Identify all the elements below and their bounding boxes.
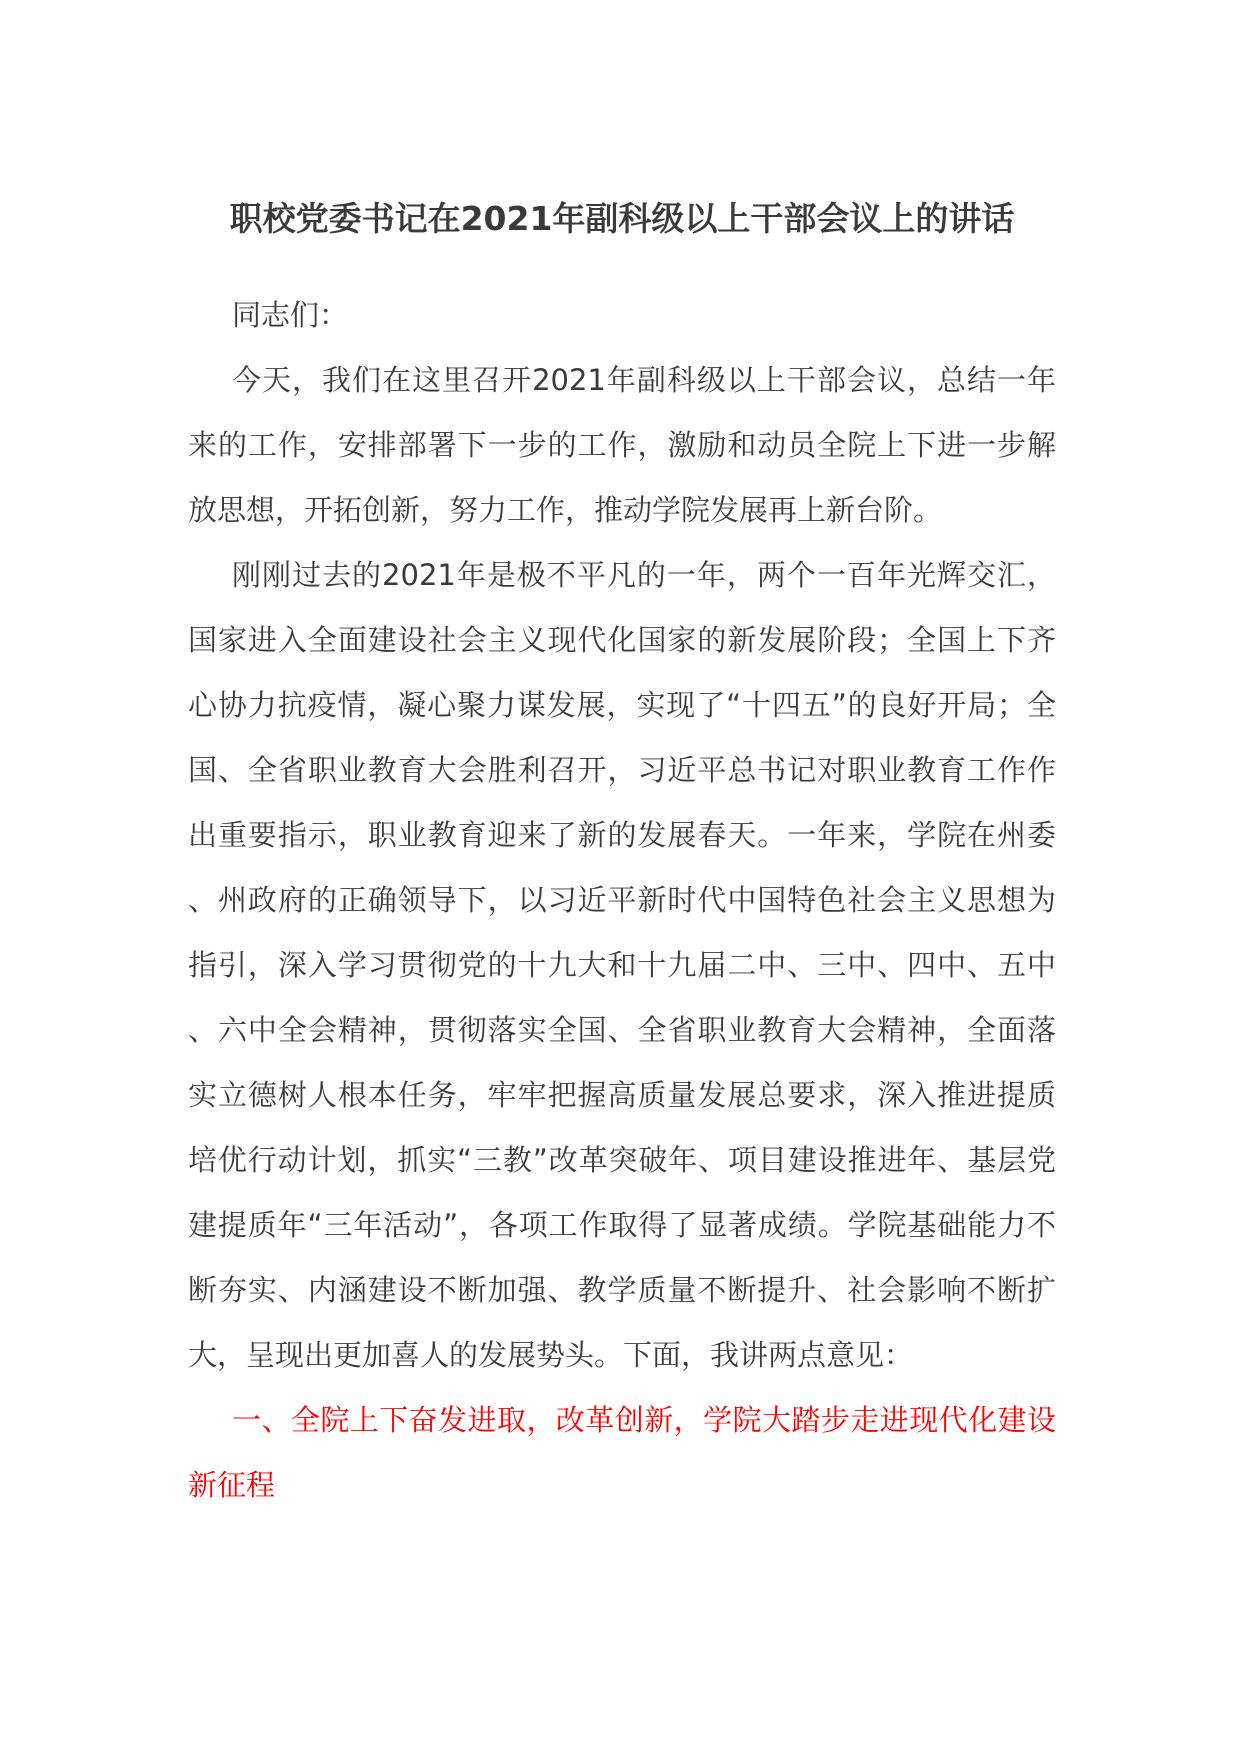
paragraph-intro: 今天，我们在这里召开2021年副科级以上干部会议，总结一年来的工作，安排部署下一步的工作，激励和动员全院上下进一步解放思想，开拓创新，努力工作，推动学院发展再上新台阶。: [188, 363, 1056, 527]
section-heading: 一、全院上下奋发进取，改革创新，学院大踏步走进现代化建设新征程: [188, 1403, 1056, 1502]
document-title: 职校党委书记在2021年副科级以上干部会议上的讲话: [229, 199, 1015, 238]
document-body: [188, 283, 1056, 1518]
paragraph-review: 刚刚过去的2021年是极不平凡的一年，两个一百年光辉交汇，国家进入全面建设社会主义现代化国家的新发展阶段；全国上下齐心协力抗疫情，凝心聚力谋发展，实现了“十四五”的良好开局；全国、全省职业教育大会胜利召开，习近平总书记对职业教育工作作出重要指示，职业教育迎来了新的发展春天。一年来，学院在州委、州政府的正确领导下，以习近平新时代中国特色社会主义思想为指引，深入学习贯彻党的十九大和十九届二中、三中、四中、五中、六中全会精神，贯彻落实全国、全省职业教育大会精神，全面落实立德树人根本任务，牢牢把握高质量发展总要求，深入推进提质培优行动计划，抓实“三教”改革突破年、项目建设推进年、基层党建提质年“三年活动”，各项工作取得了显著成绩。学院基础能力不断夯实、内涵建设不断加强、教学质量不断提升、社会影响不断扩大，呈现出更加喜人的发展势头。下面，我讲两点意见：: [188, 558, 1056, 1372]
salutation: 同志们：: [232, 298, 349, 332]
document-page: [188, 0, 1056, 1754]
